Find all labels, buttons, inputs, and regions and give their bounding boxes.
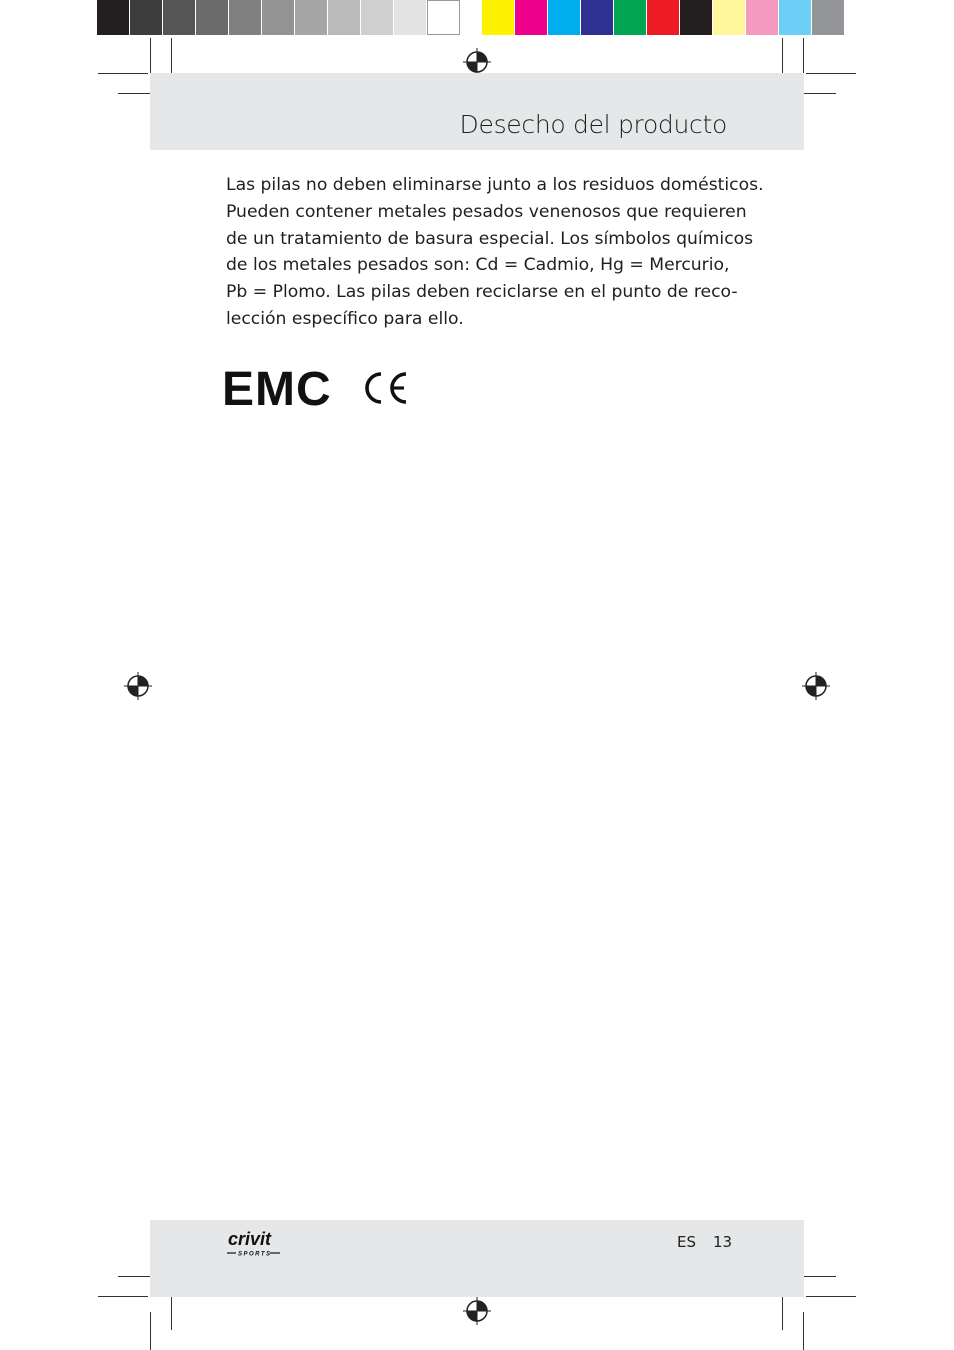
header-band: [150, 73, 804, 150]
crop-mark: [803, 38, 804, 78]
language-code: ES: [677, 1233, 696, 1251]
color-swatch: [812, 0, 845, 35]
registration-mark-icon: [463, 1297, 491, 1325]
crivit-sports-logo-icon: [226, 1228, 282, 1258]
crop-mark: [98, 1296, 148, 1297]
color-swatch: [482, 0, 515, 35]
color-swatch: [163, 0, 196, 35]
crop-mark: [171, 38, 172, 78]
registration-mark-icon: [463, 48, 491, 76]
registration-mark-icon: [802, 672, 830, 700]
color-swatch: [779, 0, 812, 35]
grayscale-swatch-bar: [97, 0, 460, 35]
page-number: 13: [713, 1233, 733, 1251]
color-swatch: [394, 0, 427, 35]
color-swatch: [614, 0, 647, 35]
color-swatch: [515, 0, 548, 35]
color-swatch: [196, 0, 229, 35]
color-swatch: [328, 0, 361, 35]
ce-mark-icon: [360, 370, 410, 406]
crop-mark: [806, 1296, 856, 1297]
color-swatch: [548, 0, 581, 35]
color-swatch: [713, 0, 746, 35]
color-swatch: [680, 0, 713, 35]
process-color-swatch-bar: [482, 0, 845, 35]
color-swatch: [581, 0, 614, 35]
color-swatch: [262, 0, 295, 35]
crop-mark: [98, 73, 148, 74]
crop-mark: [150, 38, 151, 78]
emc-mark: EMC: [222, 363, 332, 416]
color-swatch: [746, 0, 779, 35]
color-swatch: [295, 0, 328, 35]
crop-mark: [782, 1292, 783, 1330]
body-paragraph: [226, 172, 764, 333]
paragraph-line: de un tratamiento de basura especial. Los símbolos químicos: [226, 228, 754, 249]
paragraph-line: de los metales pesados son: Cd = Cadmio, Hg = Mercurio,: [226, 255, 730, 276]
paragraph-line: lección específico para ello.: [226, 308, 464, 329]
paragraph-line: Las pilas no deben eliminarse junto a los residuos domésticos.: [226, 175, 764, 195]
color-swatch: [130, 0, 163, 35]
color-swatch: [427, 0, 460, 35]
footer-band: [150, 1220, 804, 1297]
color-swatch: [229, 0, 262, 35]
crop-mark: [806, 73, 856, 74]
paragraph-line: Pueden contener metales pesados venenosos que requieren: [226, 201, 747, 222]
brand-name: crivit: [228, 1229, 272, 1249]
crop-mark: [171, 1292, 172, 1330]
crop-mark: [150, 1312, 151, 1350]
page-title: Desecho del producto: [459, 110, 727, 139]
color-swatch: [361, 0, 394, 35]
registration-mark-icon: [124, 672, 152, 700]
crop-mark: [803, 1312, 804, 1350]
crop-mark: [782, 38, 783, 78]
color-swatch: [647, 0, 680, 35]
color-swatch: [97, 0, 130, 35]
paragraph-line: Pb = Plomo. Las pilas deben reciclarse en el punto de reco-: [226, 282, 738, 303]
brand-sub: SPORTS: [238, 1251, 272, 1258]
